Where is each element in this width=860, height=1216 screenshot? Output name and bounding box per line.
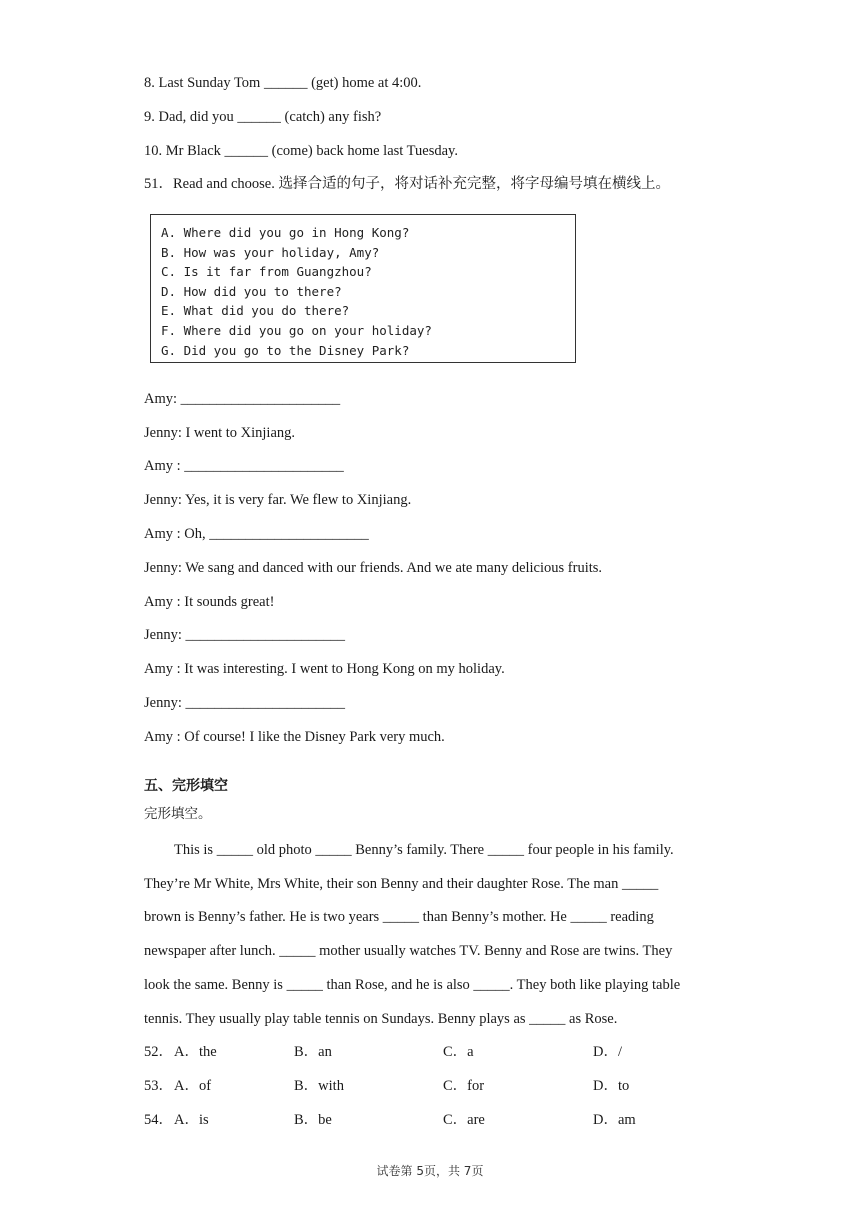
dialogue-line: Jenny: We sang and danced with our friends. And we ate many delicious fruits. — [144, 560, 603, 576]
choice-c: C．for — [443, 1078, 485, 1094]
question-number: 52． — [144, 1044, 173, 1060]
dialogue-line: Amy : Of course! I like the Disney Park very much. — [144, 729, 445, 745]
question-51-instruction: 51．Read and choose. 选择合适的句子，将对话补充完整，将字母编号填在横线上。 — [144, 176, 670, 192]
passage-line: brown is Benny’s father. He is two years _____ than Benny’s mother. He _____ reading — [144, 909, 654, 925]
dialogue-line: Amy : It was interesting. I went to Hong Kong on my holiday. — [144, 661, 505, 677]
option-g: G. Did you go to the Disney Park? — [161, 342, 410, 358]
dialogue-line: Jenny: ______________________ — [144, 627, 345, 643]
choice-c: C．a — [443, 1044, 474, 1060]
choice-b: B．be — [294, 1112, 332, 1128]
section-heading: 五、完形填空 — [144, 778, 228, 794]
choice-b: B．an — [294, 1044, 332, 1060]
dialogue-line: Jenny: I went to Xinjiang. — [144, 425, 296, 441]
choice-a: A．the — [174, 1044, 217, 1060]
dialogue-line: Amy : Oh, ______________________ — [144, 526, 369, 542]
option-f: F. Where did you go on your holiday? — [161, 322, 432, 338]
page-footer: 试卷第 5页，共 7页 — [376, 1164, 484, 1178]
passage-line: They’re Mr White, Mrs White, their son Benny and their daughter Rose. The man _____ — [144, 876, 659, 892]
option-c: C. Is it far from Guangzhou? — [161, 264, 372, 280]
dialogue-line: Jenny: Yes, it is very far. We flew to Xinjiang. — [144, 492, 412, 508]
dialogue-line: Amy : ______________________ — [144, 458, 344, 474]
choice-a: A．is — [174, 1112, 209, 1128]
passage-line: tennis. They usually play table tennis on Sundays. Benny plays as _____ as Rose. — [144, 1011, 618, 1027]
choice-d: D．/ — [593, 1044, 622, 1060]
choice-d: D．am — [593, 1112, 636, 1128]
choice-c: C．are — [443, 1112, 485, 1128]
passage-line: look the same. Benny is _____ than Rose, and he is also _____. They both like playing table — [144, 977, 681, 993]
question-number: 54． — [144, 1112, 173, 1128]
passage-line: newspaper after lunch. _____ mother usually watches TV. Benny and Rose are twins. They — [144, 943, 673, 959]
dialogue-line: Amy: ______________________ — [144, 391, 341, 407]
question-8: 8. Last Sunday Tom ______ (get) home at 4:00. — [144, 75, 422, 91]
dialogue-line: Amy : It sounds great! — [144, 594, 275, 610]
option-e: E. What did you do there? — [161, 303, 350, 319]
option-b: B. How was your holiday, Amy? — [161, 244, 380, 260]
option-a: A. Where did you go in Hong Kong? — [161, 225, 410, 240]
option-d: D. How did you to there? — [161, 283, 342, 299]
dialogue-line: Jenny: ______________________ — [144, 695, 345, 711]
question-10: 10. Mr Black ______ (come) back home last Tuesday. — [144, 143, 458, 159]
options-box — [150, 214, 576, 363]
choice-b: B．with — [294, 1078, 344, 1094]
choice-a: A．of — [174, 1078, 212, 1094]
question-number: 53． — [144, 1078, 173, 1094]
choice-d: D．to — [593, 1078, 630, 1094]
passage-line: This is _____ old photo _____ Benny’s family. There _____ four people in his family. — [174, 842, 674, 858]
section-subheading: 完形填空。 — [144, 806, 212, 822]
question-9: 9. Dad, did you ______ (catch) any fish? — [144, 109, 382, 125]
